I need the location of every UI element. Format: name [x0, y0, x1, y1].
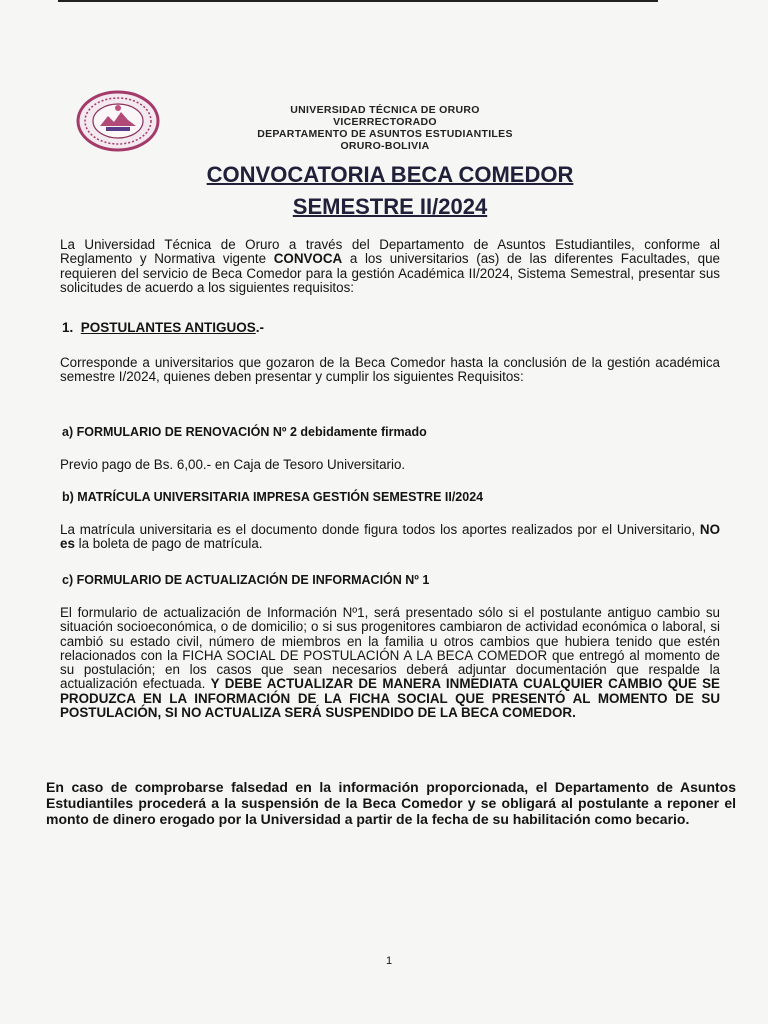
document-subtitle: SEMESTRE II/2024: [292, 194, 488, 219]
intro-paragraph: [60, 238, 720, 295]
convoca-text: CONVOCA: [273, 251, 343, 267]
department-name: DEPARTAMENTO DE ASUNTOS ESTUDIANTILES: [257, 128, 513, 140]
university-name: UNIVERSIDAD TÉCNICA DE ORURO: [290, 104, 480, 116]
requirement-b-text: [60, 523, 720, 552]
document-title: CONVOCATORIA BECA COMEDOR: [206, 162, 574, 187]
page-number: 1: [386, 955, 393, 967]
req-c-warning: Y DEBE ACTUALIZAR DE MANERA INMEDIATA CUALQUIER CAMBIO QUE SE PRODUZCA EN LA INFORMACIÓN DE LA FICHA SOCIAL QUE PRESENTÓ AL MOMENTO DE SU POSTULACIÓN, SI NO ACTUALIZA SERÁ SUSPENDIDO DE LA BECA COMEDOR.: [60, 676, 720, 721]
intro-text-2: a los universitarios (as) de las diferentes Facultades, que requieren del servicio de Beca Comedor para la gestión Académica II/2024, Sistema Semestral, presentar sus solicitudes de acuerdo a los siguientes requisitos:: [60, 251, 720, 295]
requirement-c-title: c) FORMULARIO DE ACTUALIZACIÓN DE INFORMACIÓN Nº 1: [62, 573, 430, 587]
intro-text-1: La Universidad Técnica de Oruro a través del Departamento de Asuntos Estudiantiles, conforme al Reglamento y Normativa vigente: [60, 237, 720, 267]
req-b-text-2: la boleta de pago de matrícula.: [74, 536, 263, 552]
university-seal-logo: [76, 90, 160, 152]
top-border-line: [58, 0, 658, 2]
requirement-b-title: b) MATRÍCULA UNIVERSITARIA IMPRESA GESTIÓN SEMESTRE II/2024: [62, 490, 484, 504]
section-1-heading: [62, 320, 264, 335]
location: ORURO-BOLIVIA: [340, 140, 430, 152]
section-suffix: .-: [255, 320, 265, 335]
section-number: 1.: [62, 320, 74, 335]
req-c-text: El formulario de actualización de Información Nº1, será presentado sólo si el postulante antiguo cambio su situación socioeconómica, o de domicilio; o si sus progenitores cambiaron de actividad económica o laboral, si cambió su estado civil, número de miembros en la familia u otros cambios que hubiera tenido que estén relacionados con la FICHA SOCIAL DE POSTULACIÓN A LA BECA COMEDOR que entregó al momento de su postulación; en los casos que sean necesarios deberá adjuntar documentación que respalde la actualización efectuada.: [60, 605, 720, 692]
req-b-text-1: La matrícula universitaria es el documento donde figura todos los aportes realizados por el Universitario,: [60, 522, 700, 537]
requirement-a-title: a) FORMULARIO DE RENOVACIÓN Nº 2 debidamente firmado: [62, 425, 427, 439]
section-1-intro: Corresponde a universitarios que gozaron de la Beca Comedor hasta la conclusión de la gestión académica semestre I/2024, quienes deben presentar y cumplir los siguientes Requisitos:: [60, 355, 720, 385]
closing-paragraph: En caso de comprobarse falsedad en la información proporcionada, el Departamento de Asuntos Estudiantiles procederá a la suspensión de la Beca Comedor y se obligará al postulante a reponer el monto de dinero erogado por la Universidad a partir de la fecha de su habilitación como becario.: [46, 779, 736, 827]
requirement-c-text: [60, 606, 720, 720]
no-es-text: NO es: [60, 522, 720, 552]
section-title: POSTULANTES ANTIGUOS: [80, 320, 256, 335]
office-name: VICERRECTORADO: [333, 116, 437, 128]
requirement-a-text: Previo pago de Bs. 6,00.- en Caja de Tesoro Universitario.: [60, 457, 406, 472]
